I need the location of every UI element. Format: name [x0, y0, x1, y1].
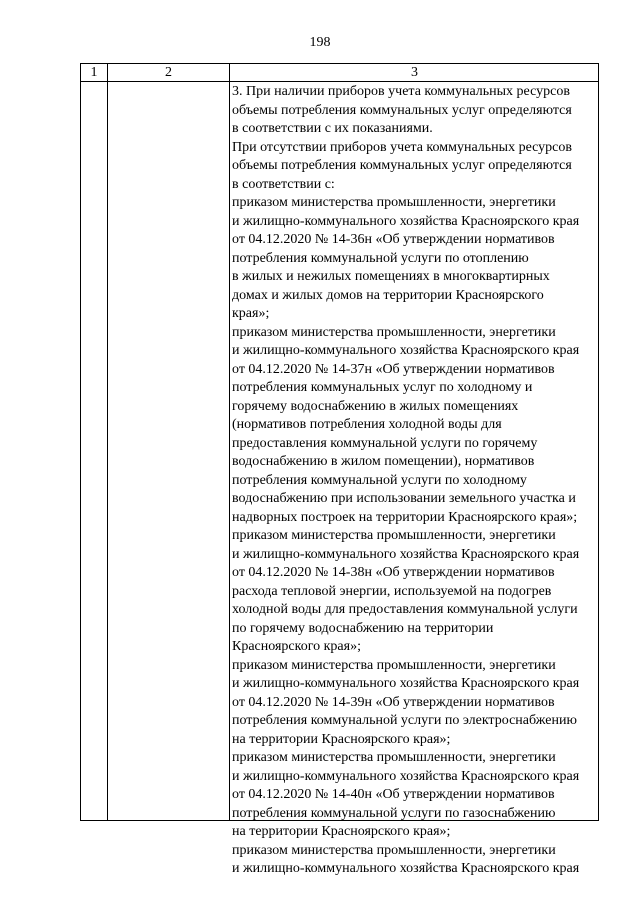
text-line: от 04.12.2020 № 14-36н «Об утверждении нормативов [232, 232, 555, 247]
document-table [80, 63, 599, 876]
text-line: приказом министерства промышленности, энергетики [232, 842, 556, 858]
text-line: холодной воды для предоставления коммунальной услуги [232, 602, 578, 617]
text-line: в соответствии с: [232, 176, 335, 192]
text-line: и жилищно-коммунального хозяйства Красноярского края [232, 546, 580, 562]
text-line: приказом министерства промышленности, энергетики [232, 324, 556, 340]
text-line: потребления коммунальной услуги по газоснабжению [232, 805, 556, 821]
text-line: от 04.12.2020 № 14-38н «Об утверждении нормативов [232, 565, 555, 580]
header-divider [81, 81, 598, 82]
text-line: в соответствии с их показаниями. [232, 121, 433, 136]
text-line: Красноярского края»; [232, 639, 361, 654]
text-line: и жилищно-коммунального хозяйства Красноярского края [232, 861, 580, 876]
text-line: на территории Красноярского края»; [232, 824, 451, 839]
column-3-text [232, 83, 600, 879]
text-line: потребления коммунальных услуг по холодному и [232, 380, 533, 395]
text-line: приказом министерства промышленности, энергетики [232, 750, 556, 765]
text-line: и жилищно-коммунального хозяйства Красноярского края [232, 213, 580, 229]
text-line: 3. При наличии приборов учета коммунальных ресурсов [232, 84, 570, 99]
text-line: от 04.12.2020 № 14-37н «Об утверждении нормативов [232, 361, 555, 377]
text-line: приказом министерства промышленности, энергетики [232, 657, 556, 673]
text-line: (нормативов потребления холодной воды для [232, 417, 502, 432]
text-line: и жилищно-коммунального хозяйства Красноярского края [232, 676, 580, 691]
text-line: водоснабжению в жилом помещении), нормативов [232, 454, 535, 469]
column-divider-1 [107, 64, 108, 820]
text-line: и жилищно-коммунального хозяйства Красноярского края [232, 343, 580, 358]
text-line: водоснабжению при использовании земельного участка и [232, 491, 576, 506]
text-line: предоставления коммунальной услуги по горячему [232, 435, 538, 451]
text-line: приказом министерства промышленности, энергетики [232, 528, 556, 543]
text-line: в жилых и нежилых помещениях в многоквартирных [232, 269, 550, 284]
text-line: надворных построек на территории Красноярского края»; [232, 509, 578, 525]
text-line: от 04.12.2020 № 14-40н «Об утверждении нормативов [232, 787, 555, 802]
column-divider-2 [229, 64, 230, 820]
text-line: от 04.12.2020 № 14-39н «Об утверждении нормативов [232, 694, 555, 710]
column-header-1: 1 [90, 65, 98, 80]
text-line: по горячему водоснабжению на территории [232, 620, 494, 636]
column-header-2: 2 [165, 65, 172, 80]
text-line: При отсутствии приборов учета коммунальных ресурсов [232, 139, 572, 155]
text-line: и жилищно-коммунального хозяйства Красноярского края [232, 768, 580, 784]
text-line: приказом министерства промышленности, энергетики [232, 195, 556, 210]
text-line: домах и жилых домов на территории Красноярского [232, 287, 544, 303]
text-line: горячему водоснабжению в жилых помещениях [232, 398, 519, 414]
text-line: потребления коммунальной услуги по холодному [232, 472, 527, 488]
text-line: на территории Красноярского края»; [232, 731, 451, 747]
text-line: потребления коммунальной услуги по отоплению [232, 250, 529, 266]
column-header-3: 3 [411, 65, 418, 80]
text-line: расхода тепловой энергии, используемой на подогрев [232, 583, 552, 599]
text-line: объемы потребления коммунальных услуг определяются [232, 102, 572, 118]
page-number: 198 [309, 35, 331, 50]
text-line: края»; [232, 306, 270, 321]
text-line: объемы потребления коммунальных услуг определяются [232, 158, 572, 173]
text-line: потребления коммунальной услуги по электроснабжению [232, 713, 577, 728]
